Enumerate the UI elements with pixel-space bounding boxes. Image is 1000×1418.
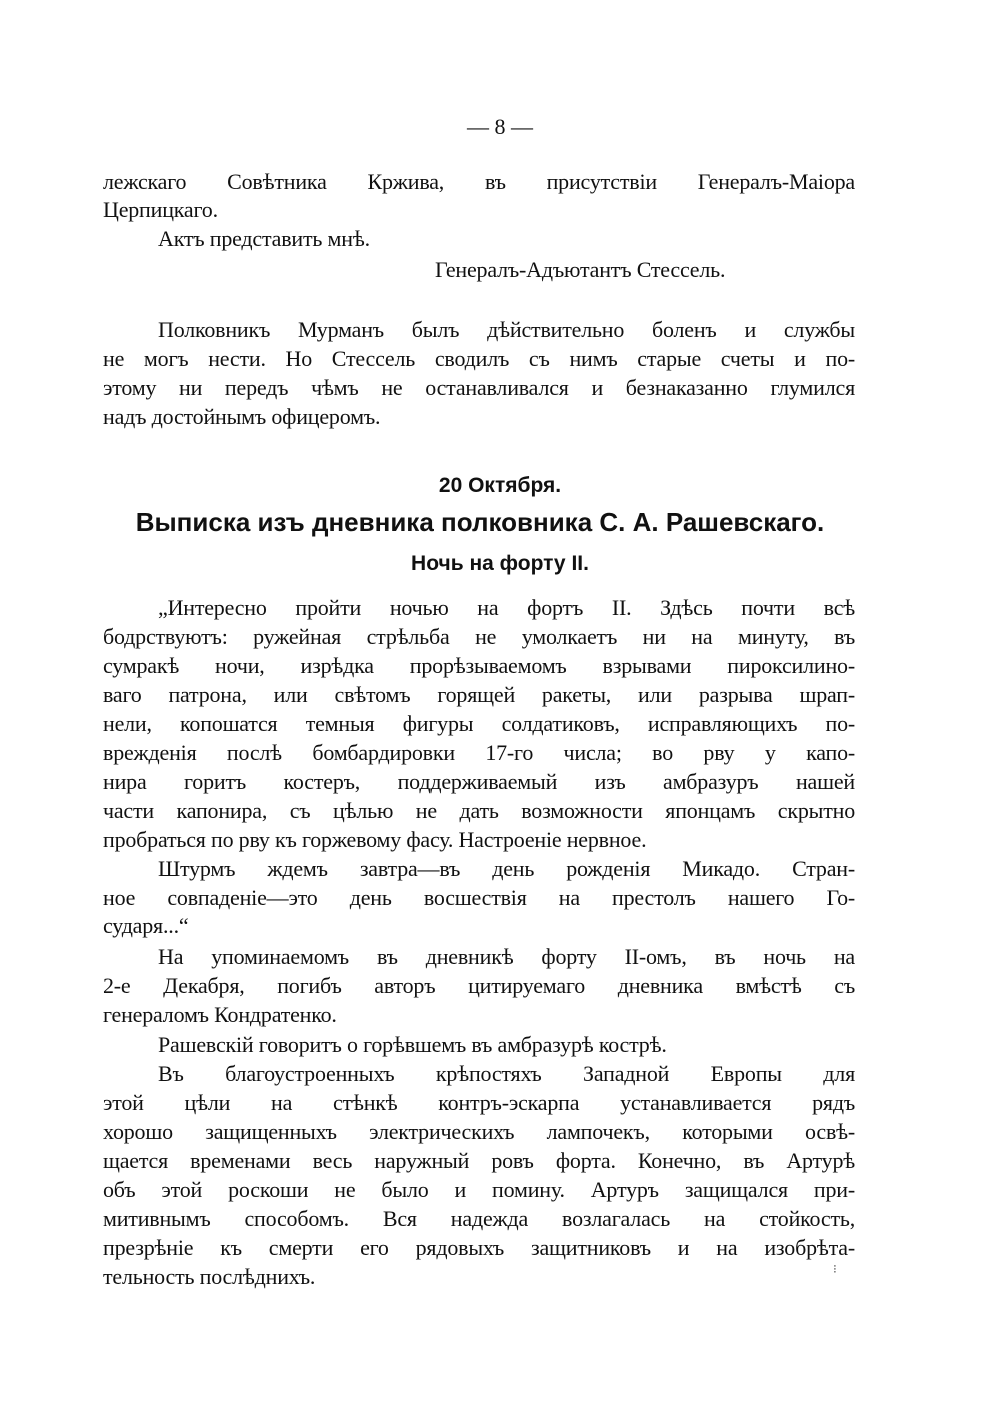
section-date-heading: 20 Октября. [438, 474, 562, 497]
text-line: Генералъ-Адъютантъ Стессель. [435, 257, 726, 282]
text-line: Актъ представить мнѣ. [158, 226, 370, 251]
text-line: бодрствуютъ: ружейная стрѣльба не умолкаетъ ни на минуту, въ [103, 624, 855, 649]
text-line: сударя...“ [103, 913, 189, 938]
text-line: сумракѣ ночи, изрѣдка прорѣзываемомъ взрывами пироксилино- [103, 653, 855, 678]
text-line: надъ достойнымъ офицеромъ. [103, 404, 381, 429]
text-line: 2-е Декабря, погибъ авторъ цитируемаго дневника вмѣстѣ съ [103, 973, 855, 998]
text-line: нира горитъ костеръ, поддерживаемый изъ амбразуръ нашей [103, 769, 855, 794]
text-line: Рашевскій говоритъ о горѣвшемъ въ амбразурѣ кострѣ. [158, 1032, 667, 1057]
text-line: „Интересно пройти ночью на фортъ II. Здѣсь почти всѣ [158, 595, 855, 620]
text-line: ное совпаденіе—это день восшествія на престолъ нашего Го- [103, 885, 855, 910]
text-line: Въ благоустроенныхъ крѣпостяхъ Западной Европы для [158, 1061, 855, 1086]
page-number: — 8 — [467, 114, 533, 139]
text-line: щается временами весь наружный ровъ форта. Конечно, въ Артурѣ [103, 1148, 855, 1173]
text-line: митивнымъ способомъ. Вся надежда возлагалась на стойкость, [103, 1206, 855, 1231]
text-line: лежскаго Совѣтника Кржива, въ присутствіи Генералъ-Маіора [103, 169, 855, 194]
text-line: генераломъ Кондратенко. [103, 1002, 337, 1027]
text-line: объ этой роскоши не было и помину. Артуръ защищался при- [103, 1177, 855, 1202]
text-line: не могъ нести. Но Стессель сводилъ съ нимъ старые счеты и по- [103, 346, 855, 371]
text-line: ваго патрона, или свѣтомъ горящей ракеты, или разрыва шрап- [103, 682, 855, 707]
text-line: тельность послѣднихъ. [103, 1264, 316, 1289]
text-line: части капонира, съ цѣлью не дать возможности японцамъ скрытно [103, 798, 855, 823]
text-line: презрѣніе къ смерти его рядовыхъ защитниковъ и на изобрѣта- [103, 1235, 855, 1260]
text-line: На упоминаемомъ въ дневникѣ форту II-омъ, въ ночь на [158, 944, 855, 969]
text-line: Штурмъ ждемъ завтра—въ день рожденія Микадо. Стран- [158, 856, 855, 881]
section-title-heading: Выписка изъ дневника полковника С. А. Рашевскаго. [135, 507, 825, 537]
text-line: Церпицкаго. [103, 197, 218, 222]
text-line: этой цѣли на стѣнкѣ контръ-эскарпа устанавливается рядъ [103, 1090, 855, 1115]
text-line: Полковникъ Мурманъ былъ дѣйствительно боленъ и службы [158, 317, 855, 342]
text-line: пробраться по рву къ горжевому фасу. Настроеніе нервное. [103, 827, 647, 852]
text-line: этому ни передъ чѣмъ не останавливался и безнаказанно глумился [103, 375, 855, 400]
section-subtitle-heading: Ночь на форту II. [411, 552, 589, 575]
text-line: врежденія послѣ бомбардировки 17-го числа; во рву у капо- [103, 740, 855, 765]
scan-speck: ⁝ [833, 1262, 837, 1276]
text-line: хорошо защищенныхъ электрическихъ лампочекъ, которыми освѣ- [103, 1119, 855, 1144]
text-line: нели, копошатся темныя фигуры солдатиковъ, исправляющихъ по- [103, 711, 855, 736]
